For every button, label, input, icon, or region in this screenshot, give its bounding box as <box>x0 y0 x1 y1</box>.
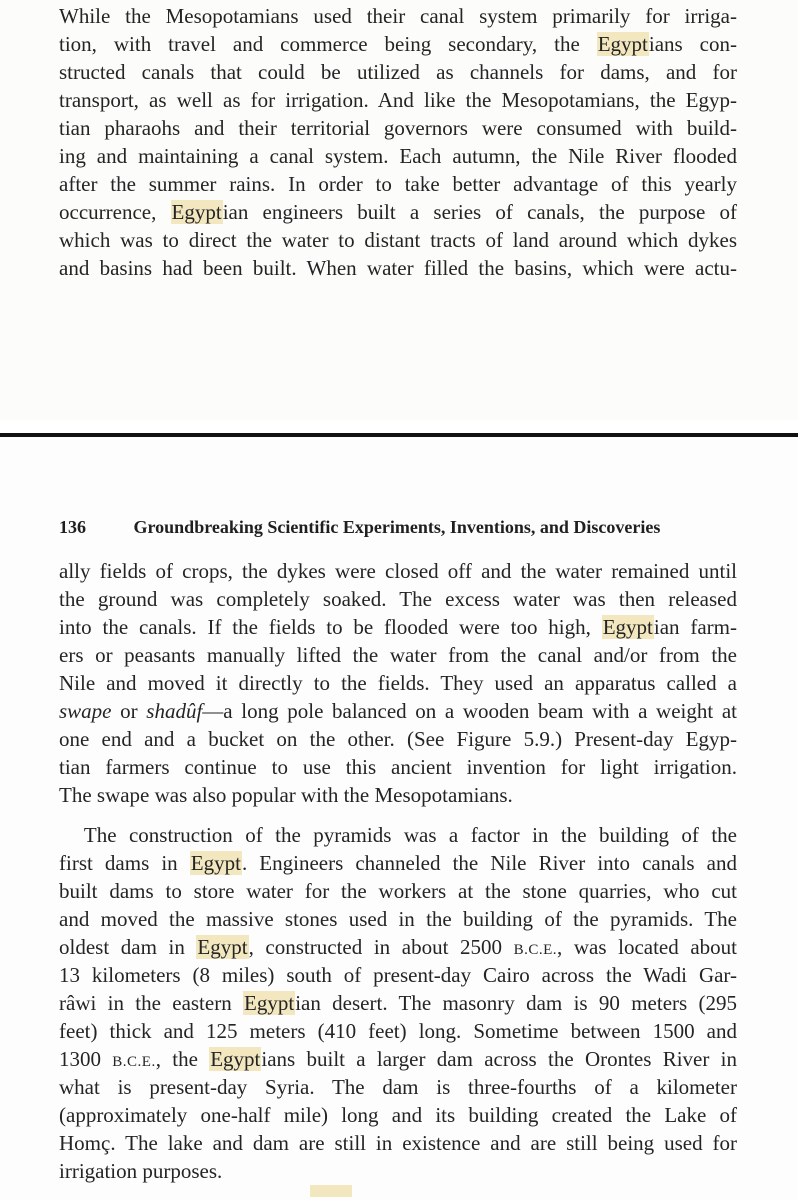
text-line: one end and a bucket on the other. (See Figure 5.9.) Present-day Egyp- <box>59 727 737 751</box>
text-line: feet) thick and 125 meters (410 feet) long. Sometime between 1500 and <box>59 1019 737 1043</box>
text-line: after the summer rains. In order to take better advantage of this yearly <box>59 172 737 196</box>
top-page-fragment <box>0 0 798 420</box>
highlighted-term: Egypt <box>197 935 248 959</box>
bottom-page-fragment <box>0 437 798 1200</box>
text-line: irrigation purposes. <box>59 1159 223 1183</box>
text-line: Homç. The lake and dam are still in existence and are still being used for <box>59 1131 737 1155</box>
text-line: tian pharaohs and their territorial governors were consumed with build- <box>59 116 737 140</box>
text-line: ers or peasants manually lifted the water from the canal and/or from the <box>59 643 737 667</box>
highlighted-term: Egypt <box>210 1047 261 1071</box>
text-line: The construction of the pyramids was a factor in the building of the <box>59 823 737 847</box>
text-line: ally fields of crops, the dykes were closed off and the water remained until <box>59 559 737 583</box>
cropped-highlight-mark <box>310 1185 352 1197</box>
highlighted-term: Egypt <box>190 851 241 875</box>
book-title: Groundbreaking Scientific Experiments, Inventions, and Discoveries <box>133 517 661 537</box>
text-line: (approximately one-half mile) long and its building created the Lake of <box>59 1103 737 1127</box>
page-number: 136 <box>59 517 86 537</box>
text-line: ing and maintaining a canal system. Each autumn, the Nile River flooded <box>59 144 737 168</box>
text-line: râwi in the eastern Egyptian desert. The masonry dam is 90 meters (295 <box>59 991 737 1015</box>
text-line: the ground was completely soaked. The excess water was then released <box>59 587 737 611</box>
highlighted-term: Egypt <box>602 615 653 639</box>
text-line: built dams to store water for the workers at the stone quarries, who cut <box>59 879 737 903</box>
text-line: 1300 B.C.E., the Egyptians built a larger dam across the Orontes River in <box>59 1047 737 1071</box>
text-line: oldest dam in Egypt, constructed in about 2500 B.C.E., was located about <box>59 935 737 959</box>
text-line: tian farmers continue to use this ancient invention for light irrigation. <box>59 755 737 779</box>
text-line: and moved the massive stones used in the building of the pyramids. The <box>59 907 737 931</box>
highlighted-term: Egypt <box>244 991 295 1015</box>
text-line: structed canals that could be utilized as channels for dams, and for <box>59 60 737 84</box>
bottom-paragraph-two <box>59 821 737 1185</box>
text-line: While the Mesopotamians used their canal system primarily for irriga- <box>59 4 737 28</box>
running-head <box>59 517 759 543</box>
text-line: which was to direct the water to distant tracts of land around which dykes <box>59 228 737 252</box>
bottom-paragraph-one <box>59 557 737 809</box>
small-caps-era: B.C.E. <box>513 942 558 958</box>
text-line: what is present-day Syria. The dam is three-fourths of a kilometer <box>59 1075 737 1099</box>
small-caps-era: B.C.E. <box>112 1054 156 1070</box>
text-line: transport, as well as for irrigation. And like the Mesopotamians, the Egyp- <box>59 88 737 112</box>
highlighted-term: Egypt <box>597 32 648 56</box>
text-line: Nile and moved it directly to the fields. They used an apparatus called a <box>59 671 737 695</box>
text-line: into the canals. If the fields to be flooded were too high, Egyptian farm- <box>59 615 737 639</box>
text-line: tion, with travel and commerce being secondary, the Egyptians con- <box>59 32 737 56</box>
text-line: occurrence, Egyptian engineers built a series of canals, the purpose of <box>59 200 737 224</box>
cropped-next-line <box>59 1185 739 1197</box>
highlighted-term: Egypt <box>171 200 222 224</box>
text-line: 13 kilometers (8 miles) south of present-day Cairo across the Wadi Gar- <box>59 963 737 987</box>
text-line: first dams in Egypt. Engineers channeled the Nile River into canals and <box>59 851 737 875</box>
text-line: swape or shadûf—a long pole balanced on a wooden beam with a weight at <box>59 699 737 723</box>
top-page-paragraph <box>59 2 737 282</box>
text-line: and basins had been built. When water filled the basins, which were actu- <box>59 256 737 280</box>
text-line: The swape was also popular with the Mesopotamians. <box>59 783 513 807</box>
